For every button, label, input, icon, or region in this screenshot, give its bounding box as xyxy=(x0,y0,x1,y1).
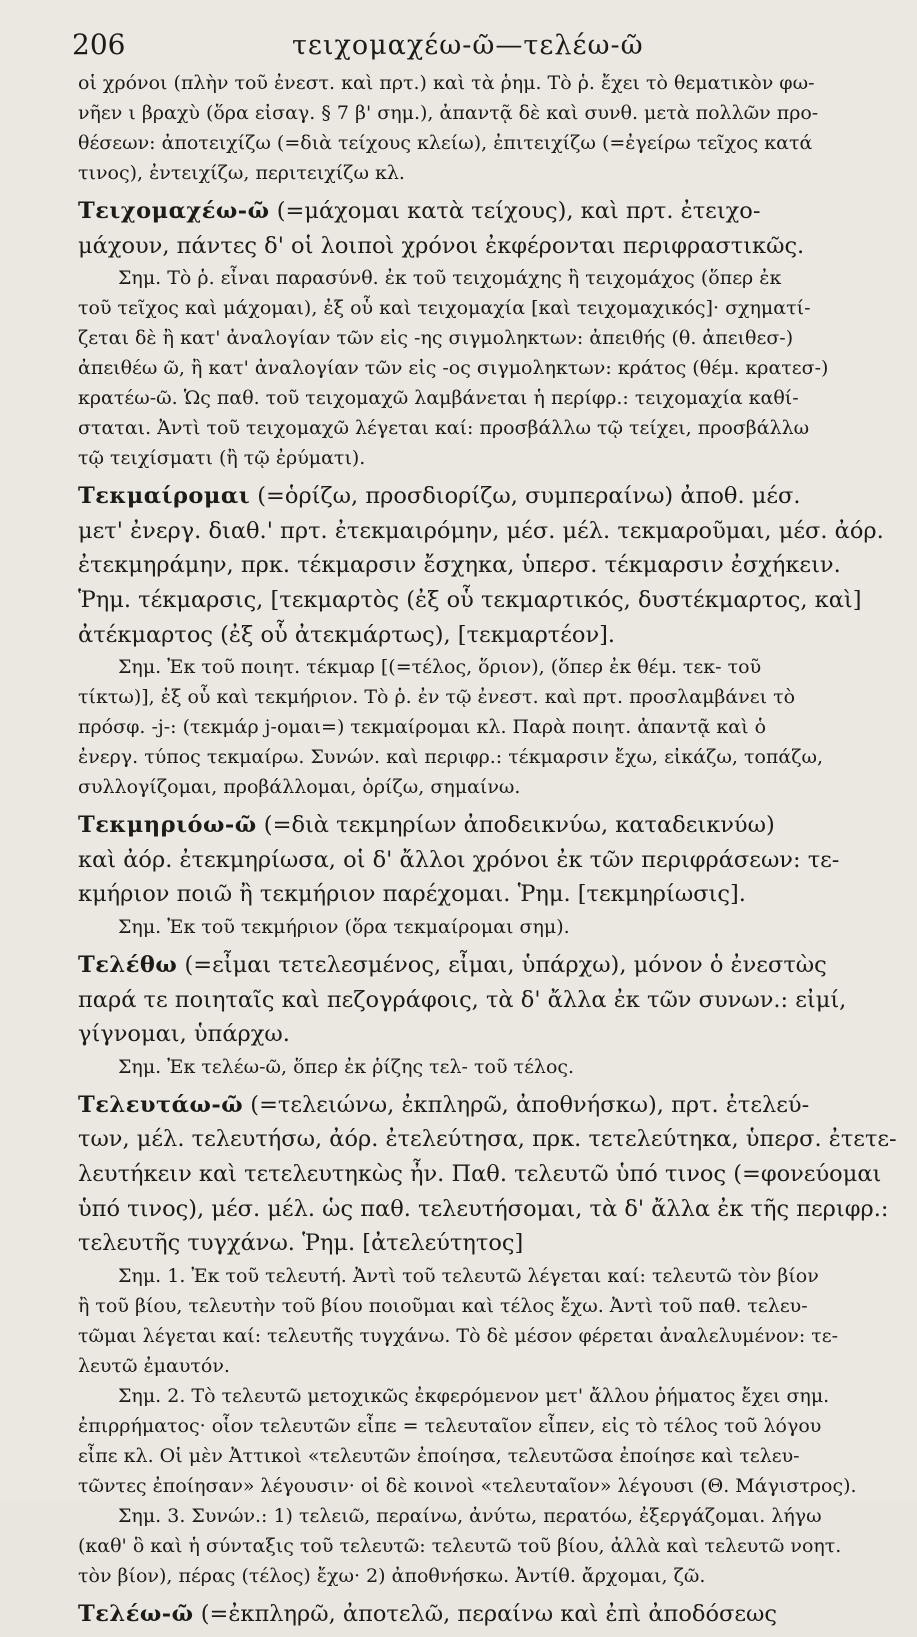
entry-line xyxy=(78,618,898,653)
entry-line xyxy=(78,1088,898,1123)
entry-line xyxy=(78,1531,898,1561)
entry-line xyxy=(78,808,898,843)
line-text: τῶντες ἐποίησαν» λέγουσιν· οἱ δὲ κοινοὶ «τελευταῖον» λέγουσι (Θ. Μάγιστρος). xyxy=(78,1474,857,1497)
line-text: (=τελειώνω, ἐκπληρῶ, ἀποθνήσκω), πρτ. ἐτελεύ- xyxy=(243,1091,810,1118)
entry-line xyxy=(78,194,898,229)
entry-line xyxy=(78,1321,898,1351)
line-text: παρά τε ποιηταῖς καὶ πεζογράφοις, τὰ δ' ἄλλα ἐκ τῶν συνων.: εἰμί, xyxy=(78,986,847,1013)
entry-line xyxy=(78,263,898,293)
page-body xyxy=(78,68,898,1637)
line-text: γίγνομαι, ὑπάρχω. xyxy=(78,1021,290,1048)
entry-teletho xyxy=(78,948,898,1082)
entry-line xyxy=(78,68,898,98)
line-text: τῶμαι λέγεται καί: τελευτῆς τυγχάνω. Τὸ δὲ μέσον φέρεται ἀναλελυμένον: τε- xyxy=(78,1324,839,1347)
line-text: ἀτέκμαρτος (ἐξ οὗ ἀτεκμάρτως), [τεκμαρτέον]. xyxy=(78,621,616,648)
line-text: τῷ τειχίσματι (ἢ τῷ ἐρύματι). xyxy=(78,447,366,470)
line-text: λευτήκειν καὶ τετελευτηκὼς ἦν. Παθ. τελευτῶ ὑπό τινος (=φονεύομαι xyxy=(78,1160,882,1187)
line-text: τίκτω)], ἐξ οὗ καὶ τεκμήριον. Τὸ ῥ. ἐν τῷ ἐνεστ. καὶ πρτ. προσλαμβάνει τὸ xyxy=(78,686,796,709)
entry-line xyxy=(78,948,898,983)
entry-line xyxy=(78,712,898,742)
entry-line xyxy=(78,514,898,549)
line-text: καὶ ἀόρ. ἐτεκμηρίωσα, οἱ δ' ἄλλοι χρόνοι ἐκ τῶν περιφράσεων: τε- xyxy=(78,846,840,873)
entry-line xyxy=(78,1291,898,1321)
line-text: Σημ. 1. Ἐκ τοῦ τελευτή. Ἀντὶ τοῦ τελευτῶ λέγεται καί: τελευτῶ τὸν βίον xyxy=(118,1264,819,1287)
entry-line xyxy=(78,983,898,1018)
entry-line xyxy=(78,1226,898,1261)
entry-line xyxy=(78,1052,898,1082)
line-text: τοῦ τεῖχος καὶ μάχομαι), ἐξ οὗ καὶ τειχομαχία [καὶ τειχομαχικός]· σχηματί- xyxy=(78,297,811,320)
entry-line xyxy=(78,682,898,712)
line-text: Σημ. 2. Τὸ τελευτῶ μετοχικῶς ἐκφερόμενον μετ' ἄλλου ῥήματος ἔχει σημ. xyxy=(118,1384,830,1407)
line-text: πρόσφ. -j-: (τεκμάρ j-ομαι=) τεκμαίρομαι κλ. Παρὰ ποιητ. ἀπαντᾷ καὶ ὁ xyxy=(78,716,767,739)
headword: Τελέθω xyxy=(78,951,178,978)
line-text: των, μέλ. τελευτήσω, ἀόρ. ἐτελεύτησα, πρκ. τετελεύτηκα, ὑπερσ. ἐτετε- xyxy=(78,1126,897,1153)
line-text: νῆεν ι βραχὺ (ὅρα εἰσαγ. § 7 β' σημ.), ἀπαντᾷ δὲ καὶ συνθ. μετὰ πολλῶν προ- xyxy=(78,102,819,124)
entry-line xyxy=(78,229,898,264)
line-text: μάχουν, πάντες δ' οἱ λοιποὶ χρόνοι ἐκφέρονται περιφραστικῶς. xyxy=(78,232,805,259)
entry-line xyxy=(78,293,898,323)
entry-line xyxy=(78,742,898,772)
entry-line xyxy=(78,583,898,618)
entry-line xyxy=(78,1381,898,1411)
entry-line xyxy=(78,1471,898,1501)
entry-teleutao xyxy=(78,1088,898,1591)
line-text: ζεται δὲ ἢ κατ' ἀναλογίαν τῶν εἰς -ης σιγμοληκτων: ἀπειθής (θ. ἀπειθεσ-) xyxy=(78,327,794,350)
entry-line xyxy=(78,413,898,443)
entry-line xyxy=(78,1441,898,1471)
line-text: (=εἶμαι τετελεσμένος, εἶμαι, ὑπάρχω), μόνον ὁ ἐνεστὼς xyxy=(177,951,827,978)
entry-line xyxy=(78,98,898,128)
line-text: (=διὰ τεκμηρίων ἀποδεικνύω, καταδεικνύω) xyxy=(256,812,775,839)
entry-line xyxy=(78,479,898,514)
entry-line xyxy=(78,548,898,583)
line-text: ἢ τοῦ βίου, τελευτὴν τοῦ βίου ποιοῦμαι καὶ τέλος ἔχω. Ἀντὶ τοῦ παθ. τελευ- xyxy=(78,1294,808,1317)
entry-line xyxy=(78,652,898,682)
entry-line xyxy=(78,912,898,942)
entry-tekmairomai xyxy=(78,479,898,802)
line-text: μετ' ἐνεργ. διαθ.' πρτ. ἐτεκμαιρόμην, μέσ. μέλ. τεκμαροῦμαι, μέσ. ἀόρ. xyxy=(78,517,884,544)
line-text: θέσεων: ἀποτειχίζω (=διὰ τείχους κλείω), ἐπιτειχίζω (=ἐγείρω τεῖχος κατά xyxy=(78,132,813,154)
entry-tekmerioo xyxy=(78,808,898,942)
line-text: Σημ. Ἐκ τοῦ τεκμήριον (ὅρα τεκμαίρομαι σημ). xyxy=(118,915,570,938)
headword: Τελέω-ῶ xyxy=(78,1600,194,1627)
entry-line xyxy=(78,772,898,802)
entry-line xyxy=(78,383,898,413)
page-number: 206 xyxy=(72,28,126,61)
line-text: (=ὁρίζω, προσδιορίζω, συμπεραίνω) ἀποθ. μέσ. xyxy=(250,483,801,510)
line-text: εἶπε κλ. Οἱ μὲν Ἀττικοὶ «τελευτῶν ἐποίησα, τελευτῶσα ἐποίησε καὶ τελευ- xyxy=(78,1444,800,1467)
line-text: συλλογίζομαι, προβάλλομαι, ὁρίζω, σημαίνω. xyxy=(78,776,521,799)
entry-line xyxy=(78,1597,898,1632)
line-text: ἀπειθέω ῶ, ἢ κατ' ἀναλογίαν τῶν εἰς -ος σιγμοληκτων: κράτος (θέμ. κρατεσ-) xyxy=(78,357,829,380)
headword: Τειχομαχέω-ῶ xyxy=(78,198,270,224)
entry-line xyxy=(78,443,898,473)
entry-line xyxy=(78,158,898,188)
entry-line xyxy=(78,1501,898,1531)
headword: Τεκμηριόω-ῶ xyxy=(78,812,257,839)
entry-line xyxy=(78,843,898,878)
line-text: (καθ' ὃ καὶ ἡ σύνταξις τοῦ τελευτῶ: τελευτῶ τοῦ βίου, ἀλλὰ καὶ τελευτῶ νοητ. xyxy=(78,1534,842,1557)
entry-line xyxy=(78,1017,898,1052)
line-text: τελευτῆς τυγχάνω. Ῥημ. [ἀτελεύτητος] xyxy=(78,1230,524,1257)
entry-line xyxy=(78,1561,898,1591)
entry-line xyxy=(78,1411,898,1441)
line-text: λευτῶ ἐμαυτόν. xyxy=(78,1354,230,1377)
entry-cont xyxy=(78,68,898,188)
running-head: τειχομαχέω-ῶ—τελέω-ῶ xyxy=(292,30,644,61)
line-text: Ῥημ. τέκμαρσις, [τεκμαρτὸς (ἐξ οὗ τεκμαρτικός, δυστέκμαρτος, καὶ] xyxy=(78,586,862,613)
line-text: (=μάχομαι κατὰ τείχους), καὶ πρτ. ἐτειχο- xyxy=(269,198,761,224)
page-header xyxy=(72,28,877,68)
line-text: κρατέω-ῶ. Ὡς παθ. τοῦ τειχομαχῶ λαμβάνεται ἡ περίφρ.: τειχομαχία καθί- xyxy=(78,387,799,410)
line-text: οἱ χρόνοι (πλὴν τοῦ ἐνεστ. καὶ πρτ.) καὶ τὰ ῥημ. Τὸ ῥ. ἔχει τὸ θεματικὸν φω- xyxy=(78,72,815,94)
line-text: Σημ. Ἐκ τοῦ ποιητ. τέκμαρ [(=τέλος, ὅριον), (ὅπερ ἐκ θέμ. τεκ- τοῦ xyxy=(118,656,762,679)
entry-line xyxy=(78,1261,898,1291)
line-text: ἐπιρρήματος· οἷον τελευτῶν εἶπε = τελευταῖον εἶπεν, εἰς τὸ τέλος τοῦ λόγου xyxy=(78,1414,822,1437)
line-text: ἐτεκμηράμην, πρκ. τέκμαρσιν ἔσχηκα, ὑπερσ. τέκμαρσιν ἐσχήκειν. xyxy=(78,552,841,579)
line-text: Σημ. Τὸ ῥ. εἶναι παρασύνθ. ἐκ τοῦ τειχομάχης ἢ τειχομάχος (ὅπερ ἐκ xyxy=(118,267,782,290)
entry-line xyxy=(78,323,898,353)
line-text: τὸν βίον), πέρας (τέλος) ἔχω· 2) ἀποθνήσκω. Ἀντίθ. ἄρχομαι, ζῶ. xyxy=(78,1564,706,1587)
entry-line xyxy=(78,877,898,912)
line-text: κμήριον ποιῶ ἢ τεκμήριον παρέχομαι. Ῥημ. [τεκμηρίωσις]. xyxy=(78,881,746,908)
headword: Τελευτάω-ῶ xyxy=(78,1091,244,1118)
entry-line xyxy=(78,128,898,158)
headword: Τεκμαίρομαι xyxy=(78,483,251,510)
entry-line xyxy=(78,353,898,383)
entry-line xyxy=(78,1351,898,1381)
entry-teichomacheo xyxy=(78,194,898,473)
line-text: σταται. Ἀντὶ τοῦ τειχομαχῶ λέγεται καί: προσβάλλω τῷ τείχει, προσβάλλω xyxy=(78,417,810,440)
entry-teleo xyxy=(78,1597,898,1632)
entry-line xyxy=(78,1157,898,1192)
entry-line xyxy=(78,1122,898,1157)
line-text: Σημ. 3. Συνών.: 1) τελειῶ, περαίνω, ἀνύτω, περατόω, ἐξεργάζομαι. λήγω xyxy=(118,1504,822,1527)
entry-line xyxy=(78,1192,898,1227)
line-text: τινος), ἐντειχίζω, περιτειχίζω κλ. xyxy=(78,162,405,184)
line-text: Σημ. Ἐκ τελέω-ῶ, ὅπερ ἐκ ῥίζης τελ- τοῦ τέλος. xyxy=(118,1055,575,1078)
line-text: ὑπό τινος), μέσ. μέλ. ὡς παθ. τελευτήσομαι, τὰ δ' ἄλλα ἐκ τῆς περιφρ.: xyxy=(78,1195,889,1222)
line-text: ἐνεργ. τύπος τεκμαίρω. Συνών. καὶ περιφρ.: τέκμαρσιν ἔχω, εἰκάζω, τοπάζω, xyxy=(78,746,824,769)
line-text: (=ἐκπληρῶ, ἀποτελῶ, περαίνω καὶ ἐπὶ ἀποδόσεως xyxy=(193,1600,777,1627)
